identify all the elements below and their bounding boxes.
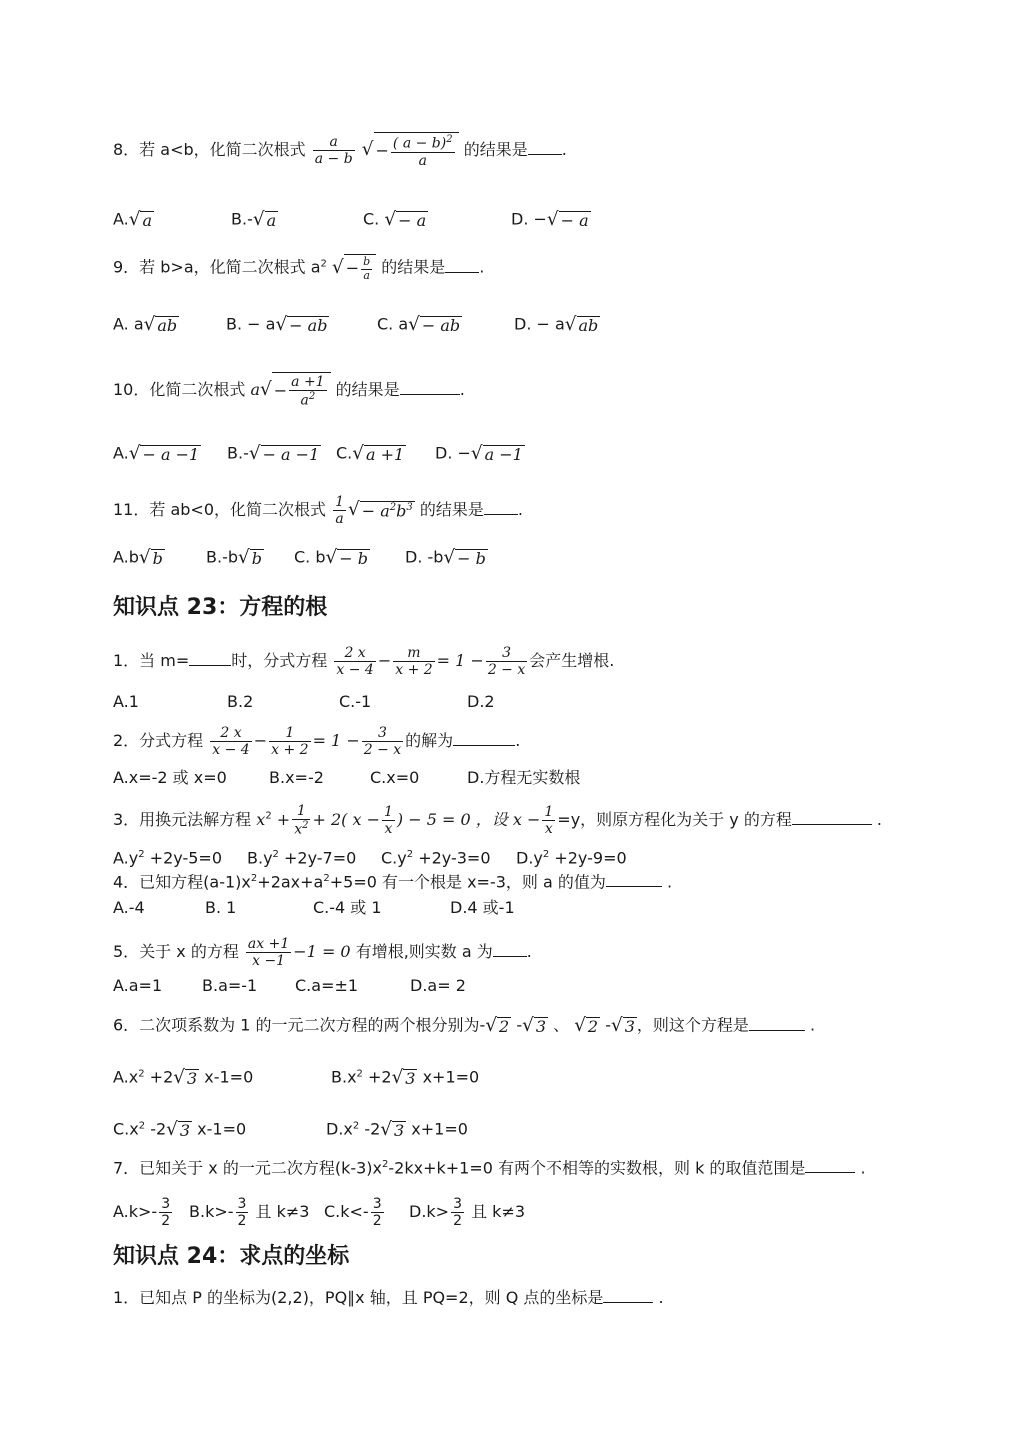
option-a[interactable]: A.k>- $\frac{3}{2}$ [113,1196,171,1230]
option-a[interactable]: A.x=-2 或 x=0 [113,768,227,787]
option-b[interactable]: $B.y^2 +2y-7=0$ [247,848,357,868]
option-c[interactable]: $C.x^2$ -2√ 3 x-1=0 [113,1119,247,1141]
problem-5: 5．关于 x 的方程 $\frac{ax +1}{x -1}$ −1 = 0 有增根,则实数 a 为 . [113,936,532,970]
option-c[interactable]: C. b√ − b [294,547,368,569]
option-c[interactable]: C.-1 [339,692,372,711]
option-a[interactable]: A.√ a [113,209,153,231]
option-a[interactable]: A.√ − a −1 [113,443,200,465]
radical: √ − $\frac{b}{a}$ [332,254,376,282]
problem-1: 1．当 m= 时，分式方程 $\frac{2 x}{x - 4}$ − $\frac{m}{x + 2}$ = 1 − $\frac{3}{2 - x}$ 会产生增根. [113,645,615,679]
option-d[interactable]: D.a= 2 [410,976,466,995]
section-heading-23: 知识点 23：方程的根 [113,595,328,620]
option-a[interactable]: $A.x^2 +2√$ 3 x-1=0 [113,1067,254,1089]
question-8: 8．若 a<b，化简二次根式 $\frac{a}{a - b}$ √ − $\frac{( a - b)^2}{a}$ 的结果是 . [113,133,567,169]
option-b[interactable]: B.-√ a [231,209,277,231]
option-d[interactable]: $D.y^2 +2y-9=0$ [516,848,627,868]
option-d[interactable]: D.4 或-1 [450,898,515,917]
radical: √ − $\frac{a +1}{a^2}$ [260,372,331,409]
option-c[interactable]: C. a√ − ab [377,314,461,336]
section-heading-24: 知识点 24：求点的坐标 [113,1244,350,1269]
question-11: 11．若 ab<0，化简二次根式 $\frac{1}{a}$ √ − $a^2b^3$ 的结果是 . [113,494,523,528]
option-c[interactable]: C.k<- $\frac{3}{2}$ [324,1196,382,1230]
question-10: 10．化简二次根式 a√ − $\frac{a +1}{a^2}$ 的结果是 . [113,374,465,409]
option-a[interactable]: $A.y^2 +2y-5=0$ [113,848,222,868]
option-b[interactable]: B.a=-1 [202,976,258,995]
option-b[interactable]: B.-b√ b [206,547,262,569]
option-b[interactable]: B.-√ − a −1 [227,443,320,465]
option-a[interactable]: A.-4 [113,898,145,917]
fraction: $\frac{a}{a - b}$ [314,133,353,167]
option-a[interactable]: A.1 [113,692,139,711]
question-9: 9．若 b>a，化简二次根式 $a^2$ √ − $\frac{b}{a}$ 的结果是 . [113,255,485,282]
option-b[interactable]: B.2 [227,692,254,711]
problem-2: 2．分式方程 $\frac{2 x}{x - 4}$ − $\frac{1}{x + 2}$ = 1 − $\frac{3}{2 - x}$ 的解为 . [113,725,521,759]
option-b[interactable]: B.x=-2 [269,768,324,787]
option-b[interactable]: B. − a√ − ab [226,314,328,336]
option-d[interactable]: $D.x^2$ -2√ 3 x+1=0 [326,1119,468,1141]
option-b[interactable]: $B.x^2 +2√$ 3 x+1=0 [331,1067,480,1089]
problem-6: 6．二次项系数为 1 的一元二次方程的两个根分别为-√ 2 -√ 3 、 √ 2 -√ 3 ，则这个方程是 . [113,1015,816,1037]
radical: √ − $\frac{( a - b)^2}{a}$ [362,132,459,169]
option-c[interactable]: $C.y^2 +2y-3=0$ [381,848,491,868]
option-d[interactable]: D. -b√ − b [405,547,486,569]
problem-4: 4．已知方程$(a-1)x^2+2ax+a^2+5=0$ 有一个根是 x=-3，则 a 的值为 . [113,872,673,892]
option-a[interactable]: A.a=1 [113,976,163,995]
option-c[interactable]: C. √ − a [363,209,427,231]
option-c[interactable]: C.x=0 [370,768,420,787]
option-c[interactable]: C.√ a +1 [336,443,405,465]
option-b[interactable]: B. 1 [205,898,237,917]
option-d[interactable]: D. − a√ ab [514,314,599,336]
problem-3: 3．用换元法解方程 $x^2$ + $\frac{1}{x^2}$ + 2( x − $\frac{1}{x}$ ) − 5 = 0 ，设 x − $\frac{1}{x}$ =y，则原方程化为关于 y 的方程 . [113,803,883,838]
problem-7: 7．已知关于 x 的一元二次方程$(k-3)x^2-2kx+k+1=0$ 有两个不相等的实数根，则 k 的取值范围是 . [113,1158,866,1178]
problem-coord-1: 1．已知点 P 的坐标为(2,2)，PQ∥x 轴，且 PQ=2，则 Q 点的坐标是 . [113,1288,664,1307]
option-d[interactable]: D.2 [467,692,495,711]
option-d[interactable]: D. −√ − a [511,209,589,231]
option-d[interactable]: D.k> $\frac{3}{2}$ 且 k≠3 [409,1196,526,1230]
option-c[interactable]: C.-4 或 1 [313,898,382,917]
option-d[interactable]: D.方程无实数根 [467,768,581,787]
option-c[interactable]: C.a=±1 [295,976,359,995]
option-a[interactable]: A.b√ b [113,547,163,569]
option-b[interactable]: B.k>- $\frac{3}{2}$ 且 k≠3 [189,1196,310,1230]
option-d[interactable]: D. −√ a −1 [435,443,523,465]
option-a[interactable]: A. a√ ab [113,314,178,336]
